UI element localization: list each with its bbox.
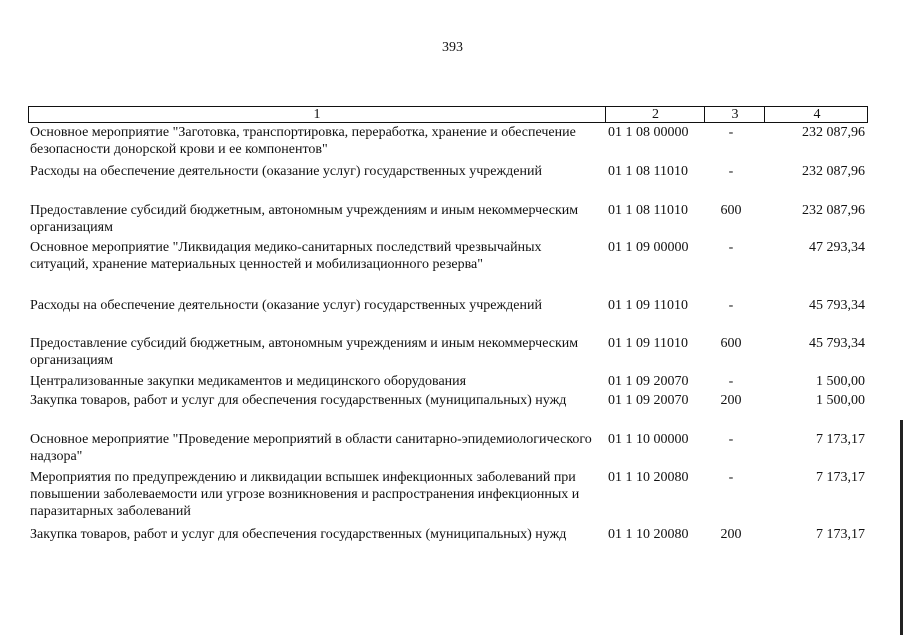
row-name: Основное мероприятие "Проведение мероприятий в области санитарно-эпидемиологического надзора" xyxy=(30,432,592,464)
row-code: 01 1 09 20070 xyxy=(608,374,689,389)
row-code: 01 1 09 11010 xyxy=(608,336,688,351)
row-code: 01 1 10 20080 xyxy=(608,527,689,542)
row-amount: 45 793,34 xyxy=(809,336,865,351)
header-col-1: 1 xyxy=(313,107,321,122)
row-type: - xyxy=(728,164,734,179)
row-type: - xyxy=(728,432,734,447)
row-amount: 232 087,96 xyxy=(802,164,865,179)
row-name: Предоставление субсидий бюджетным, автономным учреждениям и иным некоммерческим организациям xyxy=(30,336,579,368)
row-type: 600 xyxy=(720,336,742,351)
row-code: 01 1 10 20080 xyxy=(608,470,689,485)
row-amount: 1 500,00 xyxy=(816,393,865,408)
row-code: 01 1 08 00000 xyxy=(608,125,689,140)
row-type: 200 xyxy=(720,527,742,542)
row-name: Предоставление субсидий бюджетным, автономным учреждениям и иным некоммерческим организациям xyxy=(30,203,579,235)
row-code: 01 1 10 00000 xyxy=(608,432,689,447)
row-amount: 232 087,96 xyxy=(802,125,865,140)
scan-edge-line xyxy=(900,420,903,635)
row-type: - xyxy=(728,298,734,313)
row-amount: 7 173,17 xyxy=(816,527,865,542)
row-code: 01 1 08 11010 xyxy=(608,164,688,179)
row-name: Основное мероприятие "Ликвидация медико-санитарных последствий чрезвычайных ситуаций, хранение материальных ценностей и мобилизационного резерва" xyxy=(30,240,542,272)
row-type: - xyxy=(728,125,734,140)
row-amount: 45 793,34 xyxy=(809,298,865,313)
header-col-2: 2 xyxy=(605,107,705,122)
row-name: Расходы на обеспечение деятельности (оказание услуг) государственных учреждений xyxy=(30,164,542,179)
row-name: Закупка товаров, работ и услуг для обеспечения государственных (муниципальных) нужд xyxy=(30,527,567,542)
row-type: 600 xyxy=(720,203,742,218)
header-col-4: 4 xyxy=(764,107,869,122)
row-code: 01 1 08 11010 xyxy=(608,203,688,218)
header-col-3: 3 xyxy=(704,107,765,122)
row-code: 01 1 09 20070 xyxy=(608,393,689,408)
row-code: 01 1 09 11010 xyxy=(608,298,688,313)
row-type: 200 xyxy=(720,393,742,408)
row-name: Централизованные закупки медикаментов и медицинского оборудования xyxy=(30,374,467,389)
row-name: Основное мероприятие "Заготовка, транспортировка, переработка, хранение и обеспечение безопасности донорской крови и ее компонентов" xyxy=(30,125,576,157)
row-amount: 7 173,17 xyxy=(816,432,865,447)
row-type: - xyxy=(728,470,734,485)
row-amount: 7 173,17 xyxy=(816,470,865,485)
row-name: Мероприятия по предупреждению и ликвидации вспышек инфекционных заболеваний при повышении заболеваемости или угрозе возникновения и распространения инфекционных и паразитарных заболеваний xyxy=(30,470,580,519)
row-type: - xyxy=(728,374,734,389)
row-amount: 1 500,00 xyxy=(816,374,865,389)
row-name: Расходы на обеспечение деятельности (оказание услуг) государственных учреждений xyxy=(30,298,542,313)
row-type: - xyxy=(728,240,734,255)
table-header xyxy=(28,106,868,123)
row-code: 01 1 09 00000 xyxy=(608,240,689,255)
page-number: 393 xyxy=(442,40,463,55)
row-name: Закупка товаров, работ и услуг для обеспечения государственных (муниципальных) нужд xyxy=(30,393,567,408)
row-amount: 232 087,96 xyxy=(802,203,865,218)
row-amount: 47 293,34 xyxy=(809,240,865,255)
